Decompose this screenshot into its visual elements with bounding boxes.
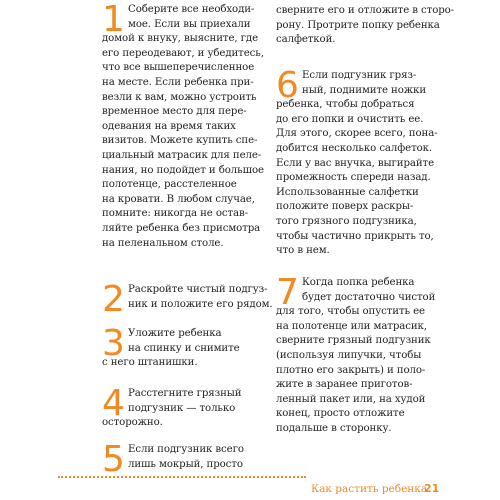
step-text: Соберите все необходи- мое. Если вы приехали домой к внуку, выясните, где его переодевают, и убедитесь, что все вышеперечисленное на месте. Если ребенка при- везли к вам, можно устроить временное место для пере- одевания на время таких визитов. Можете купить спе- циальный матрасик для пеле- нания, но подойдет и большое полотенце, расстеленное на кровати. В любом случае, помните: никогда не остав- ляйте ребенка без присмотра на пеленальном столе. <box>102 4 264 249</box>
step-4 <box>102 383 264 431</box>
step-7 <box>276 272 451 437</box>
step-text: Уложите ребенка на спинку и снимите с него штанишки. <box>102 328 240 369</box>
step-text: Если подгузник всего лишь мокрый, просто <box>128 444 244 470</box>
step-3 <box>102 323 264 371</box>
step-number: 7 <box>276 272 299 313</box>
step-5-continued <box>276 4 455 48</box>
step-number: 1 <box>102 0 125 40</box>
step-5 <box>102 439 264 480</box>
step-number: 5 <box>102 439 125 480</box>
step-1 <box>102 0 264 251</box>
step-number: 2 <box>102 279 125 320</box>
step-number: 4 <box>102 383 125 424</box>
step-number: 6 <box>276 65 299 106</box>
page-number: 21 <box>424 482 440 495</box>
step-text: сверните его и отложите в сторо- рону. Протрите попку ребенка салфеткой. <box>276 5 455 46</box>
step-6 <box>276 65 451 259</box>
step-text: Если подгузник гряз- ный, поднимите ножки ребенка, чтобы добраться до его попки и очистить ее. Для этого, скорее всего, пона- добится несколько салфеток. Если у вас внучка, выгирайте промежность спереди назад. Использованные салфетки положите поверх раскры- того грязного подгузника, чтобы частично прикрыть то, что в нем. <box>276 70 438 257</box>
step-text: Расстегните грязный подгузник — только осторожно. <box>102 388 242 429</box>
footer-book-title: Как растить ребенка <box>311 483 428 495</box>
step-text: Когда попка ребенка будет достаточно чистой для того, чтобы опустить ее на полотенце или матрасик, сверните грязный подгузник (используя липучки, чтобы плотно его закрыть) и поло- жите в заранее приготов- ленный пакет или, на худой конец, просто отложите подальше в сторонку. <box>276 277 436 434</box>
step-2 <box>102 279 273 320</box>
step-text: Раскройте чистый подгуз- ник и положите его рядом. <box>128 284 273 310</box>
footer-dotted-rule <box>58 476 306 478</box>
step-number: 3 <box>102 323 125 364</box>
